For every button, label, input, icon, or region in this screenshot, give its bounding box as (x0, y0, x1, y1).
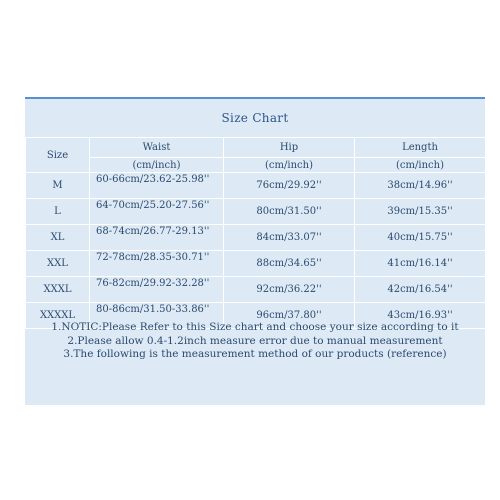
waist-cell (90, 277, 224, 303)
header-length: Length (355, 138, 486, 158)
size-cell: XXXXL (26, 303, 90, 329)
size-cell: XXL (26, 251, 90, 277)
length-cell: 38cm/14.96'' (355, 173, 486, 199)
length-cell: 43cm/16.93'' (355, 303, 486, 329)
table-row (26, 173, 486, 199)
hip-cell: 76cm/29.92'' (224, 173, 355, 199)
waist-value: 64-70cm/25.20-27.56'' (96, 200, 210, 211)
size-table (25, 137, 486, 329)
size-cell: XL (26, 225, 90, 251)
hip-cell: 88cm/34.65'' (224, 251, 355, 277)
size-cell: XXXL (26, 277, 90, 303)
table-row (26, 251, 486, 277)
length-unit: (cm/inch) (355, 158, 486, 173)
header-waist: Waist (90, 138, 224, 158)
length-cell: 42cm/16.54'' (355, 277, 486, 303)
size-cell: L (26, 199, 90, 225)
table-row (26, 277, 486, 303)
hip-cell: 96cm/37.80'' (224, 303, 355, 329)
waist-value: 72-78cm/28.35-30.71'' (96, 252, 210, 263)
header-hip: Hip (224, 138, 355, 158)
hip-cell: 84cm/33.07'' (224, 225, 355, 251)
waist-value: 76-82cm/29.92-32.28'' (96, 278, 210, 289)
hip-unit: (cm/inch) (224, 158, 355, 173)
waist-cell (90, 251, 224, 277)
waist-value: 60-66cm/23.62-25.98'' (96, 174, 210, 185)
waist-value: 80-86cm/31.50-33.86'' (96, 304, 210, 315)
length-cell: 39cm/15.35'' (355, 199, 486, 225)
waist-unit: (cm/inch) (90, 158, 224, 173)
table-row (26, 199, 486, 225)
note-3: 3.The following is the measurement method of our products (reference) (63, 348, 447, 360)
size-chart-title-row (25, 99, 485, 138)
unit-row (26, 158, 486, 173)
note-2: 2.Please allow 0.4-1.2inch measure error due to manual measurement (67, 334, 443, 347)
waist-cell (90, 225, 224, 251)
waist-value: 68-74cm/26.77-29.13'' (96, 226, 210, 237)
length-cell: 40cm/15.75'' (355, 225, 486, 251)
hip-cell: 92cm/36.22'' (224, 277, 355, 303)
size-notes (25, 321, 485, 362)
table-row (26, 225, 486, 251)
header-size: Size (26, 138, 90, 173)
size-cell: M (26, 173, 90, 199)
hip-cell: 80cm/31.50'' (224, 199, 355, 225)
header-row (26, 138, 486, 158)
waist-cell (90, 173, 224, 199)
size-chart-title: Size Chart (221, 111, 289, 125)
size-chart (25, 97, 485, 405)
note-1: 1.NOTIC:Please Refer to this Size chart and choose your size according to it (51, 321, 459, 333)
length-cell: 41cm/16.14'' (355, 251, 486, 277)
waist-cell (90, 199, 224, 225)
